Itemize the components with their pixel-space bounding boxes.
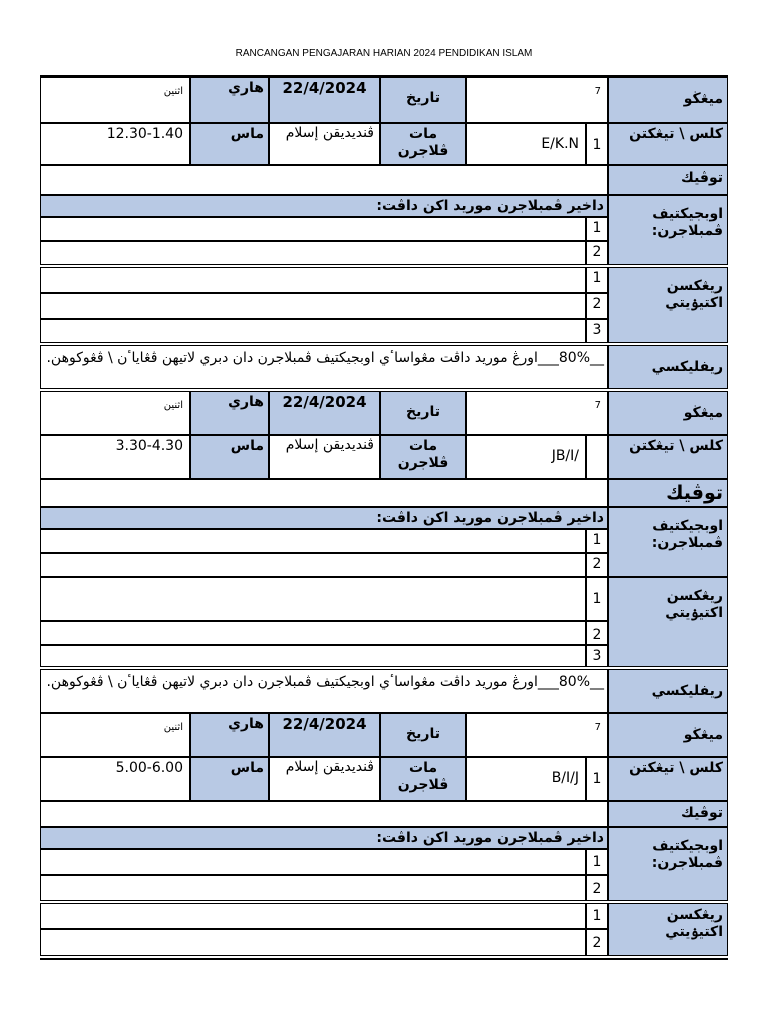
- class-name: E/K.N: [466, 123, 586, 165]
- activity-text: [40, 293, 586, 319]
- class-label: كلس \ تيڠكتن: [608, 123, 728, 165]
- objectives-intro: داخير ڤمبلاجرن موريد اكن داڤت:: [40, 507, 608, 529]
- day-value: اثنين: [40, 391, 190, 435]
- activity-text: [40, 645, 586, 667]
- time-label: ماس: [190, 757, 269, 801]
- activity-number: 2: [586, 929, 608, 956]
- time-value: 12.30-1.40: [40, 123, 190, 165]
- objective-text: [40, 875, 586, 901]
- activity-number: 1: [586, 903, 608, 929]
- week-value: 7: [466, 391, 608, 435]
- activity-text: [40, 621, 586, 645]
- activity-number: 3: [586, 319, 608, 343]
- activity-number: 2: [586, 293, 608, 319]
- subject-value: ڤنديديقن إسلام: [269, 123, 380, 165]
- week-label: ميڠڬو: [608, 713, 728, 757]
- objective-text: [40, 217, 586, 241]
- week-value: 7: [466, 713, 608, 757]
- activity-number: 1: [586, 267, 608, 293]
- document-title: RANCANGAN PENGAJARAN HARIAN 2024 PENDIDIKAN ISLAM: [235, 48, 533, 59]
- topic-label: توڤيك: [608, 479, 728, 507]
- activity-text: [40, 577, 586, 621]
- date-label: تاريخ: [380, 77, 466, 123]
- date-label: تاريخ: [380, 713, 466, 757]
- subject-label: مات ڤلاجرن: [380, 757, 466, 801]
- activity-text: [40, 319, 586, 343]
- topic-label: توڤيك: [608, 801, 728, 827]
- activities-label: ريڠكسن اكتيۏيتي: [608, 267, 728, 343]
- activity-number: 2: [586, 621, 608, 645]
- topic-value: [40, 801, 608, 827]
- day-label: هاري: [190, 713, 269, 757]
- time-value: 3.30-4.30: [40, 435, 190, 479]
- class-name: JB/I/: [466, 435, 586, 479]
- objective-text: [40, 529, 586, 553]
- activities-label: ريڠكسن اكتيۏيتي: [608, 903, 728, 956]
- day-label: هاري: [190, 391, 269, 435]
- activity-number: 3: [586, 645, 608, 667]
- reflection-text: __80%___اورڠ موريد داڤت مڠواساٴي اوبجيكتيف ڤمبلاجرن دان دبري لاتيهن ڤڠاياٴن \ ڤڠوكوهن.: [40, 345, 608, 389]
- objectives-label: اوبجيكتيف ڤمبلاجرن:: [608, 507, 728, 577]
- class-number: [586, 435, 608, 479]
- objectives-intro: داخير ڤمبلاجرن موريد اكن داڤت:: [40, 195, 608, 217]
- week-value: 7: [466, 77, 608, 123]
- time-label: ماس: [190, 435, 269, 479]
- activity-text: [40, 929, 586, 956]
- lesson-plan-table: [40, 75, 728, 960]
- subject-label: مات ڤلاجرن: [380, 123, 466, 165]
- topic-value: [40, 165, 608, 195]
- objective-number: 2: [586, 875, 608, 901]
- subject-value: ڤنديديقن إسلام: [269, 757, 380, 801]
- day-value: اثنين: [40, 713, 190, 757]
- objective-text: [40, 553, 586, 577]
- date-value: 22/4/2024: [269, 391, 380, 435]
- objectives-label: اوبجيكتيف ڤمبلاجرن:: [608, 195, 728, 265]
- activity-number: 1: [586, 577, 608, 621]
- date-value: 22/4/2024: [269, 713, 380, 757]
- day-label: هاري: [190, 77, 269, 123]
- subject-label: مات ڤلاجرن: [380, 435, 466, 479]
- time-label: ماس: [190, 123, 269, 165]
- objective-number: 2: [586, 241, 608, 265]
- date-label: تاريخ: [380, 391, 466, 435]
- objective-number: 1: [586, 529, 608, 553]
- objective-number: 1: [586, 849, 608, 875]
- activities-label: ريڠكسن اكتيۏيتي: [608, 577, 728, 667]
- objective-text: [40, 849, 586, 875]
- time-value: 5.00-6.00: [40, 757, 190, 801]
- activity-text: [40, 903, 586, 929]
- subject-value: ڤنديديقن إسلام: [269, 435, 380, 479]
- objective-text: [40, 241, 586, 265]
- objectives-label: اوبجيكتيف ڤمبلاجرن:: [608, 827, 728, 901]
- topic-label: توڤيك: [608, 165, 728, 195]
- reflection-text: __80%___اورڠ موريد داڤت مڠواساٴي اوبجيكتيف ڤمبلاجرن دان دبري لاتيهن ڤڠاياٴن \ ڤڠوكوهن.: [40, 669, 608, 713]
- objectives-intro: داخير ڤمبلاجرن موريد اكن داڤت:: [40, 827, 608, 849]
- class-name: B/I/J: [466, 757, 586, 801]
- class-label: كلس \ تيڠكتن: [608, 435, 728, 479]
- topic-value: [40, 479, 608, 507]
- class-number: 1: [586, 757, 608, 801]
- class-number: 1: [586, 123, 608, 165]
- week-label: ميڠڬو: [608, 391, 728, 435]
- day-value: اثنين: [40, 77, 190, 123]
- reflection-label: ريفليكسي: [608, 345, 728, 389]
- objective-number: 2: [586, 553, 608, 577]
- activity-text: [40, 267, 586, 293]
- date-value: 22/4/2024: [269, 77, 380, 123]
- week-label: ميڠڬو: [608, 77, 728, 123]
- objective-number: 1: [586, 217, 608, 241]
- reflection-label: ريفليكسي: [608, 669, 728, 713]
- class-label: كلس \ تيڠكتن: [608, 757, 728, 801]
